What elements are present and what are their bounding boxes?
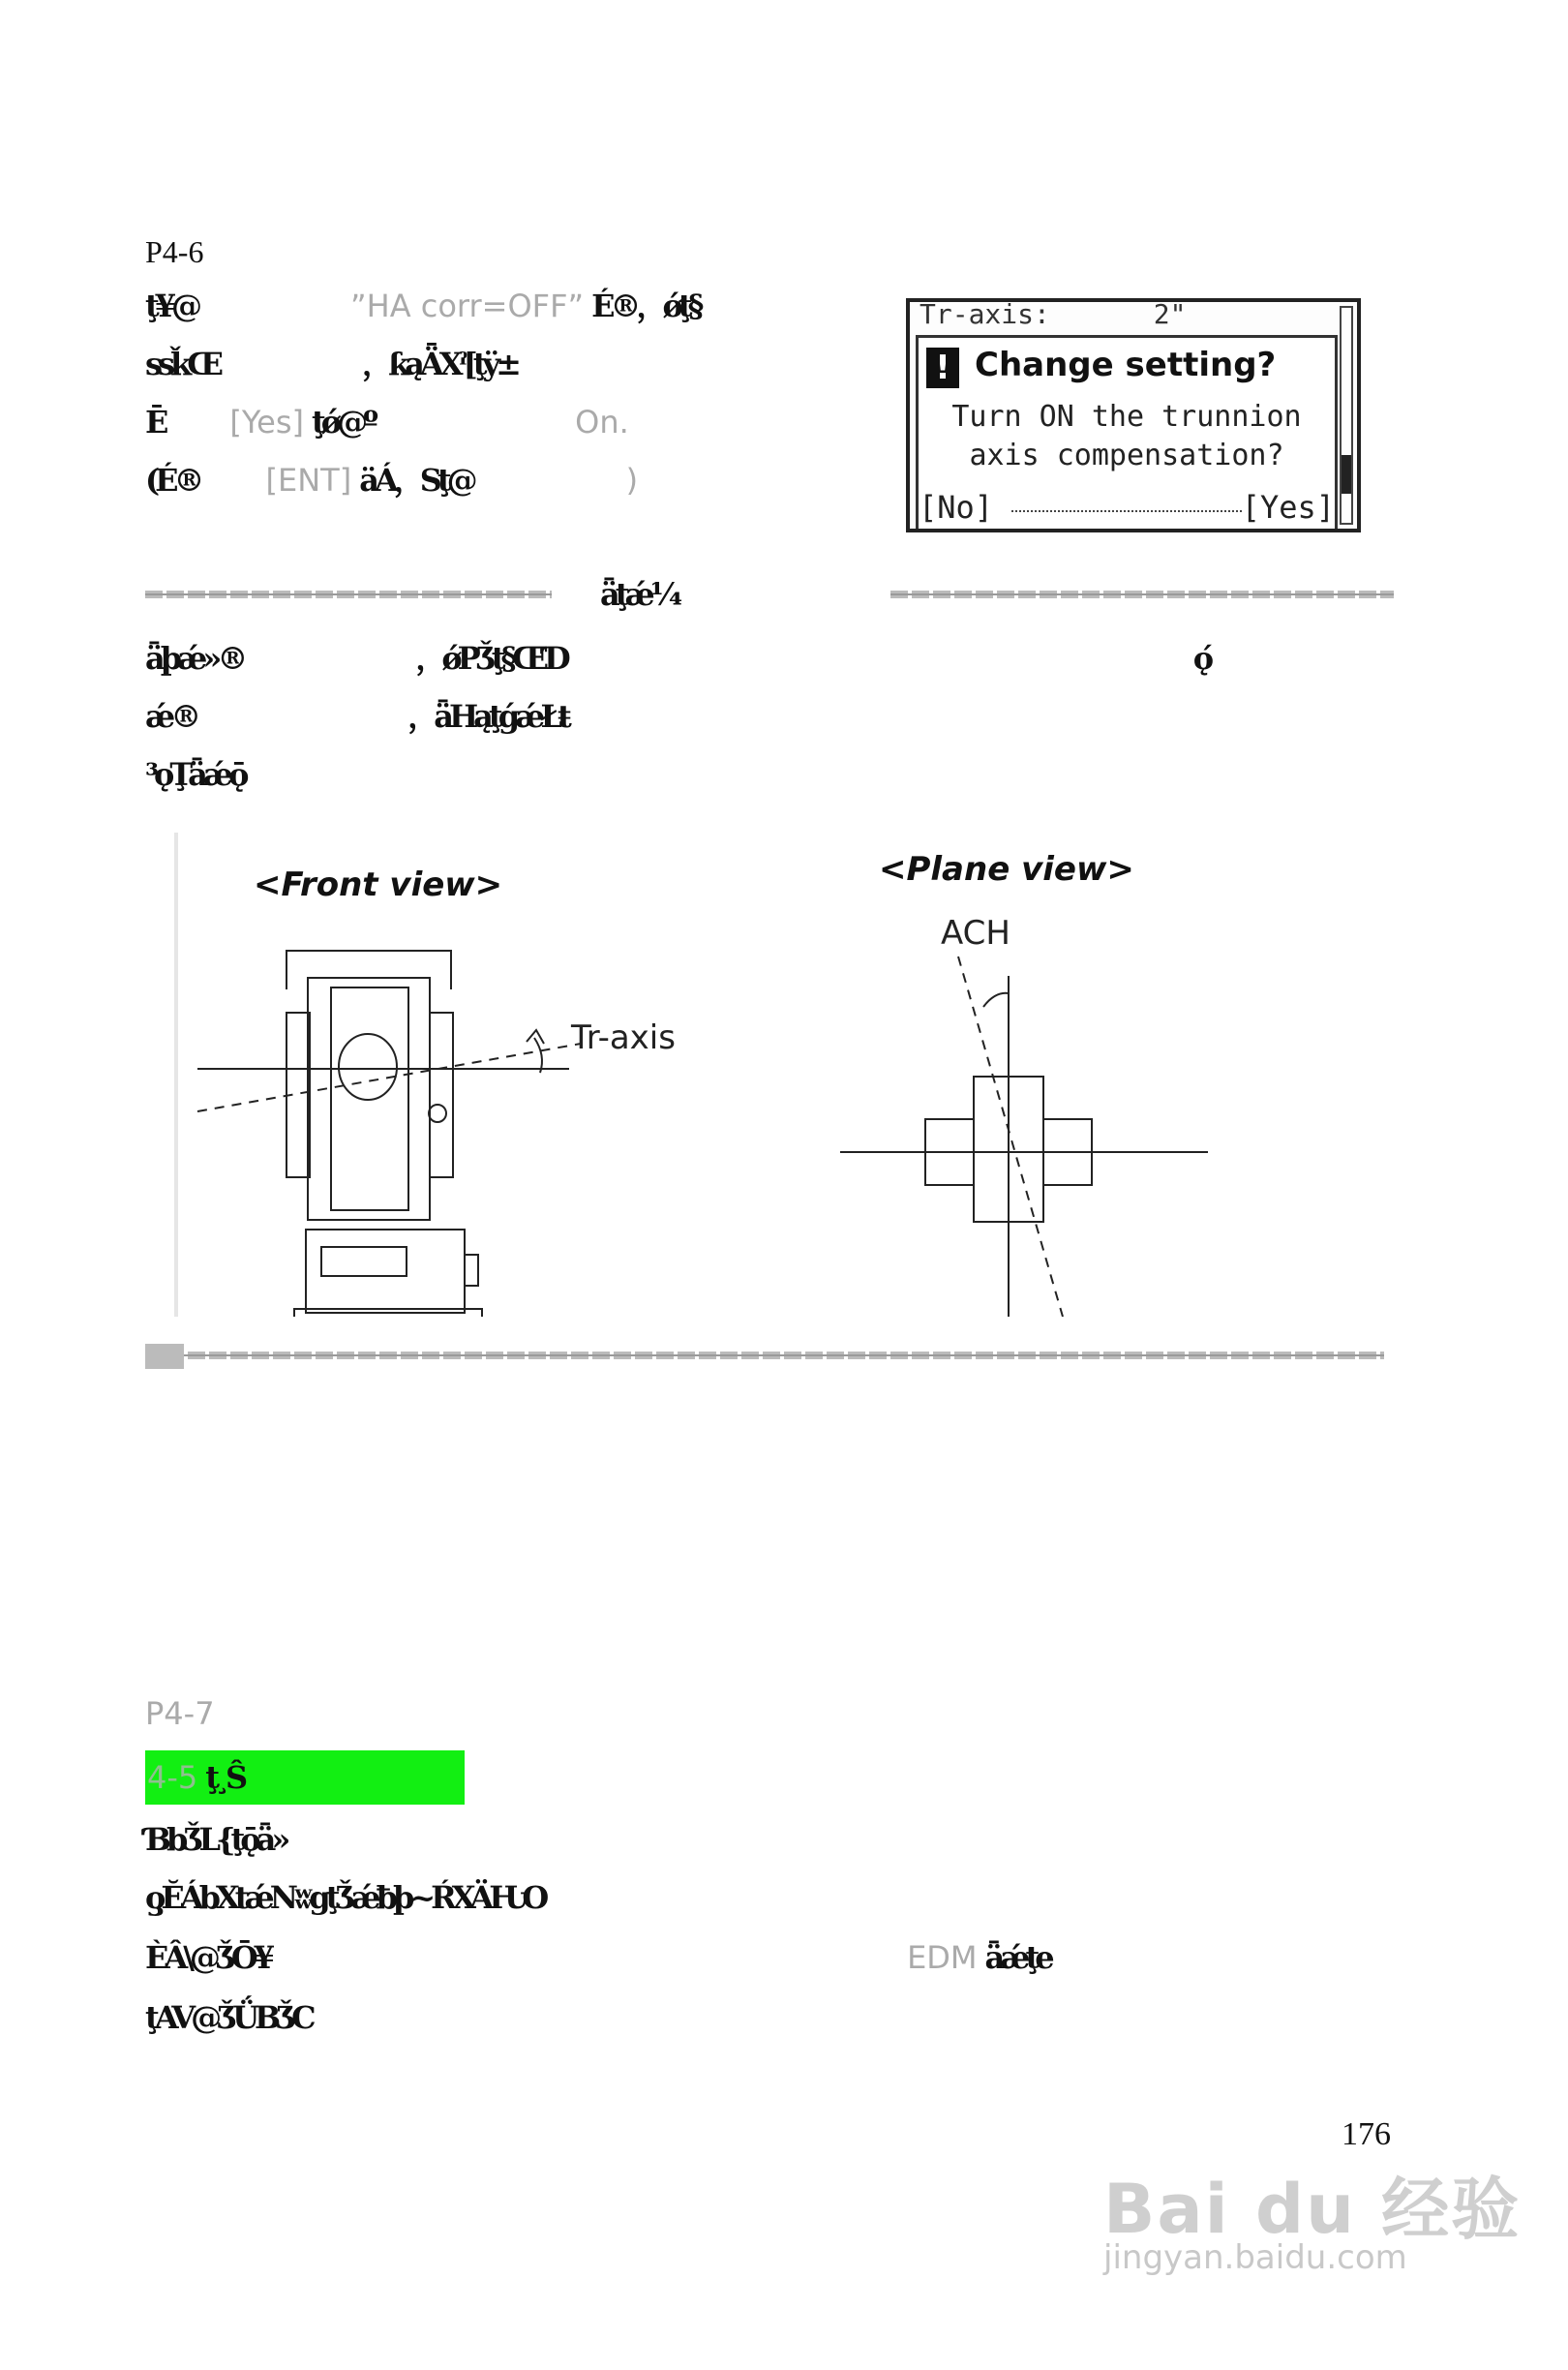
close-paren-text: ) xyxy=(625,462,639,499)
text-fragment: ţAV@ǮǗBǮC xyxy=(145,1999,312,2036)
section-label-p4-7: P4-7 xyxy=(145,1695,215,1732)
divider-right xyxy=(890,591,1394,598)
edm-text: EDM xyxy=(907,1939,978,1976)
softkey-divider xyxy=(1011,510,1242,512)
text-fragment: ssǩŒ xyxy=(145,346,219,382)
text-fragment: ，ƙąǞXˀ[ţÿ± xyxy=(361,346,517,382)
dialog-message-line-2: axis compensation? xyxy=(969,439,1284,472)
tr-axis-diagram-label: Tr-axis xyxy=(571,1018,676,1057)
page2-line-4 xyxy=(145,1994,312,2041)
change-setting-dialog xyxy=(916,335,1338,532)
text-fragment: É®，ǿţ§ xyxy=(591,288,700,324)
softkey-yes-button[interactable]: [Yes] xyxy=(1241,489,1335,526)
warning-icon: ! xyxy=(926,348,959,388)
softkey-no-button[interactable]: [No] xyxy=(919,489,994,526)
page-number: 176 xyxy=(1342,2116,1391,2152)
text-fragment: äÁ，Sţ@ xyxy=(359,462,473,499)
body-line-3 xyxy=(145,751,244,798)
text-fragment: ǟþǽ»® xyxy=(145,640,244,677)
instrument-diagrams xyxy=(174,833,1413,1317)
front-view-instrument-drawing xyxy=(286,951,482,1317)
lcd-top-row xyxy=(920,298,1186,330)
text-fragment: ǟǽţe xyxy=(984,1939,1050,1976)
paragraph-line-3 xyxy=(145,399,629,445)
yes-key-text: [Yes] xyxy=(229,404,305,441)
plane-view-label: <Plane view> xyxy=(879,850,1134,889)
scan-mark xyxy=(145,1344,184,1369)
heading-number: 4-5 xyxy=(147,1759,198,1796)
dialog-title: Change setting? xyxy=(975,346,1277,384)
paragraph-line-4 xyxy=(145,457,638,503)
ha-corr-text: ”HA corr=OFF” xyxy=(350,288,585,324)
page2-line-1 xyxy=(145,1816,286,1863)
text-fragment: ƁbǮL{ţǭǟ» xyxy=(145,1821,286,1858)
text-fragment: ǫ́ xyxy=(1192,640,1210,677)
text-fragment: ţǿ@º xyxy=(312,404,375,441)
body-line-2 xyxy=(145,693,567,740)
ent-key-text: [ENT] xyxy=(265,462,352,499)
text-fragment: Ē xyxy=(145,404,165,441)
section-heading-4-5 xyxy=(147,1754,243,1801)
paragraph-line-1 xyxy=(145,283,699,329)
battery-icon xyxy=(1342,455,1351,494)
text-fragment: ţ¥@ xyxy=(145,288,198,324)
tr-axis-label: Tr-axis: xyxy=(920,298,1050,330)
text-fragment: ƍĔÁbXtǽNʬgţǮǽƀþ~ŔXÄǶO xyxy=(145,1879,545,1916)
baidu-watermark-logo: Bai du 经验 xyxy=(1103,2170,1522,2249)
instrument-lcd-screen xyxy=(906,298,1361,532)
text-fragment: ³ǫŢǟǽǭ xyxy=(145,756,245,793)
heading-text: ţ¸Ŝ xyxy=(205,1759,244,1796)
ach-diagram-label: ACH xyxy=(941,914,1010,953)
body-line-1 xyxy=(145,635,1209,682)
text-fragment: ，ǿPǮţ§ŒƊ xyxy=(415,640,566,677)
text-fragment: ǟţǽ¼ xyxy=(600,576,678,613)
paragraph-line-2 xyxy=(145,341,517,387)
on-text: On. xyxy=(575,404,629,441)
text-fragment: (É® xyxy=(145,462,200,499)
baidu-watermark-url: jingyan.baidu.com xyxy=(1103,2238,1407,2277)
front-view-label: <Front view> xyxy=(254,866,503,904)
divider-left xyxy=(145,591,552,598)
text-fragment: ÈÂ\@ǮŌ¥ xyxy=(145,1939,271,1976)
page2-line-2 xyxy=(145,1874,544,1921)
tr-axis-value: 2" xyxy=(1153,298,1187,330)
divider-bottom xyxy=(145,1352,1384,1359)
section-label-p4-6: P4-6 xyxy=(145,234,204,269)
dialog-message-line-1: Turn ON the trunnion xyxy=(951,400,1302,434)
divider-heading xyxy=(600,571,678,618)
page2-line-3 xyxy=(145,1934,1050,1981)
text-fragment: ǽ® xyxy=(145,698,197,735)
text-fragment: ，ǟHąţǵǽŁŧ xyxy=(407,698,567,735)
